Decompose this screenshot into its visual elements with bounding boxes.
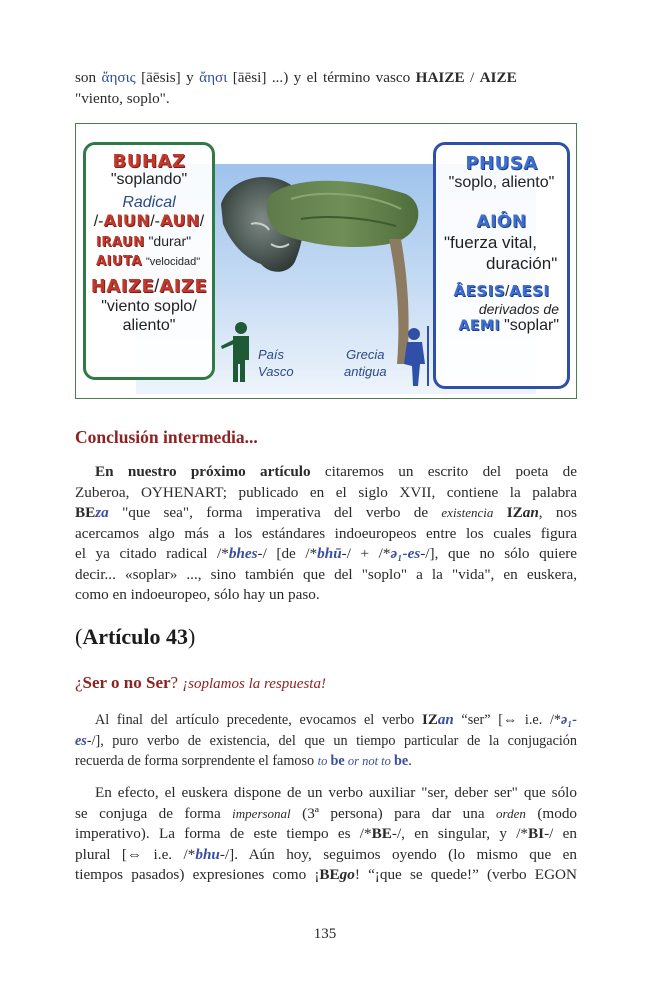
basque-words-box — [83, 142, 215, 380]
phusa-word: PHUSA — [465, 153, 538, 174]
iraun-line: IRAUN "durar" — [96, 233, 192, 250]
haize-aize-line: HAIZE/AIZE — [90, 276, 208, 297]
para1-line-4: acercamos algo más a los estándares indoeuropeos entre los cuales figura — [75, 524, 577, 542]
top-paragraph — [75, 68, 577, 109]
pais-vasco-label: País Vasco — [258, 347, 294, 379]
para2-line-1: Al final del artículo precedente, evocamos el verbo IZan “ser” [⇔ i.e. /*ə₁- — [95, 712, 577, 728]
aemi-line: AEMI "soplar" — [458, 317, 559, 334]
aesis-aesi-line: ÂESIS/AESI — [453, 282, 550, 300]
para1-line-3: BEza "que sea", forma imperativa del verbo de existencia IZan, nos — [75, 504, 577, 521]
para1-line-1: En nuestro próximo artículo citaremos un escrito del poeta de — [95, 463, 577, 480]
para1-line-6: decir... «soplar» ..., sino también que del "soplo" a la "vida", en euskera, — [75, 565, 577, 583]
para2-line-3: recuerda de forma sorprendente el famoso to be or not to be. — [75, 753, 412, 769]
para3-line-2: se conjuga de forma impersonal (3ª persona) para dar una orden (modo — [75, 804, 578, 822]
aiuta-line: AIUTA "velocidad" — [96, 254, 201, 269]
para1-line-2: Zuberoa, OYHENART; publicado en el siglo XVII, contiene la palabra — [75, 483, 577, 501]
buhaz-word: BUHAZ — [112, 151, 186, 172]
intro-paragraph — [75, 710, 577, 772]
para1-line-7: como en indoeuropeo, sólo hay un paso. — [75, 586, 320, 603]
soplando-label: "soplando" — [110, 171, 188, 188]
aion-word: AIÔN — [476, 212, 527, 232]
soplo-aliento-label: "soplo, aliento" — [448, 174, 555, 191]
radical-label: Radical — [122, 194, 176, 211]
fuerza-label: "fuerza vital, duración" — [444, 233, 558, 273]
top-line-2: "viento, soplo". — [75, 89, 170, 107]
para3-line-4: plural [⇔ i.e. /*bhu-/]. Aún hoy, seguimos oyendo (lo mismo que en — [75, 845, 577, 863]
greek-warrior-icon — [398, 324, 434, 388]
greek-word-aesi: ἄησι — [199, 69, 228, 86]
derivados-label: derivados de — [478, 301, 559, 317]
conclusion-paragraph — [75, 462, 577, 606]
body-paragraph — [75, 783, 577, 886]
greek-word-aesis: ἄησις — [101, 69, 136, 86]
wind-tree-figure — [75, 123, 577, 399]
viento-label: "viento soplo/ aliento" — [101, 298, 197, 334]
grecia-antigua-label: Grecia antigua — [344, 347, 387, 379]
para2-line-2: es-/], puro verbo de existencia, del que un tiempo particular de la conjugación — [75, 732, 577, 749]
basque-man-icon — [219, 320, 259, 384]
greek-words-box — [433, 142, 570, 389]
para1-line-5: el ya citado radical /*bhes-/ [de /*bhū-/ + /*ə₁-es-/], que no sólo quiere — [75, 545, 578, 562]
article-subtitle: ¿Ser o no Ser? ¡soplamos la respuesta! — [75, 673, 326, 692]
para3-line-3: imperativo). La forma de este tiempo es /*BE-/, en singular, y /*BI-/ en — [75, 825, 577, 842]
aiun-line: /-AIUN/-AUN/ — [93, 211, 205, 230]
top-line-1: son ἄησις [āēsis] y ἄησι [āēsi] ...) y el término vasco HAIZE / AIZE — [75, 69, 517, 86]
page-number: 135 — [313, 926, 337, 942]
para3-line-1: En efecto, el euskera dispone de un verbo auxiliar "ser, deber ser" que sólo — [95, 784, 577, 801]
conclusion-heading: Conclusión intermedia... — [75, 427, 258, 447]
para3-line-5: tiempos pasados) expresiones como ¡BEgo! “¡que se quede!” (verbo EGON — [75, 866, 577, 883]
article-title: (Artículo 43) — [75, 624, 196, 649]
